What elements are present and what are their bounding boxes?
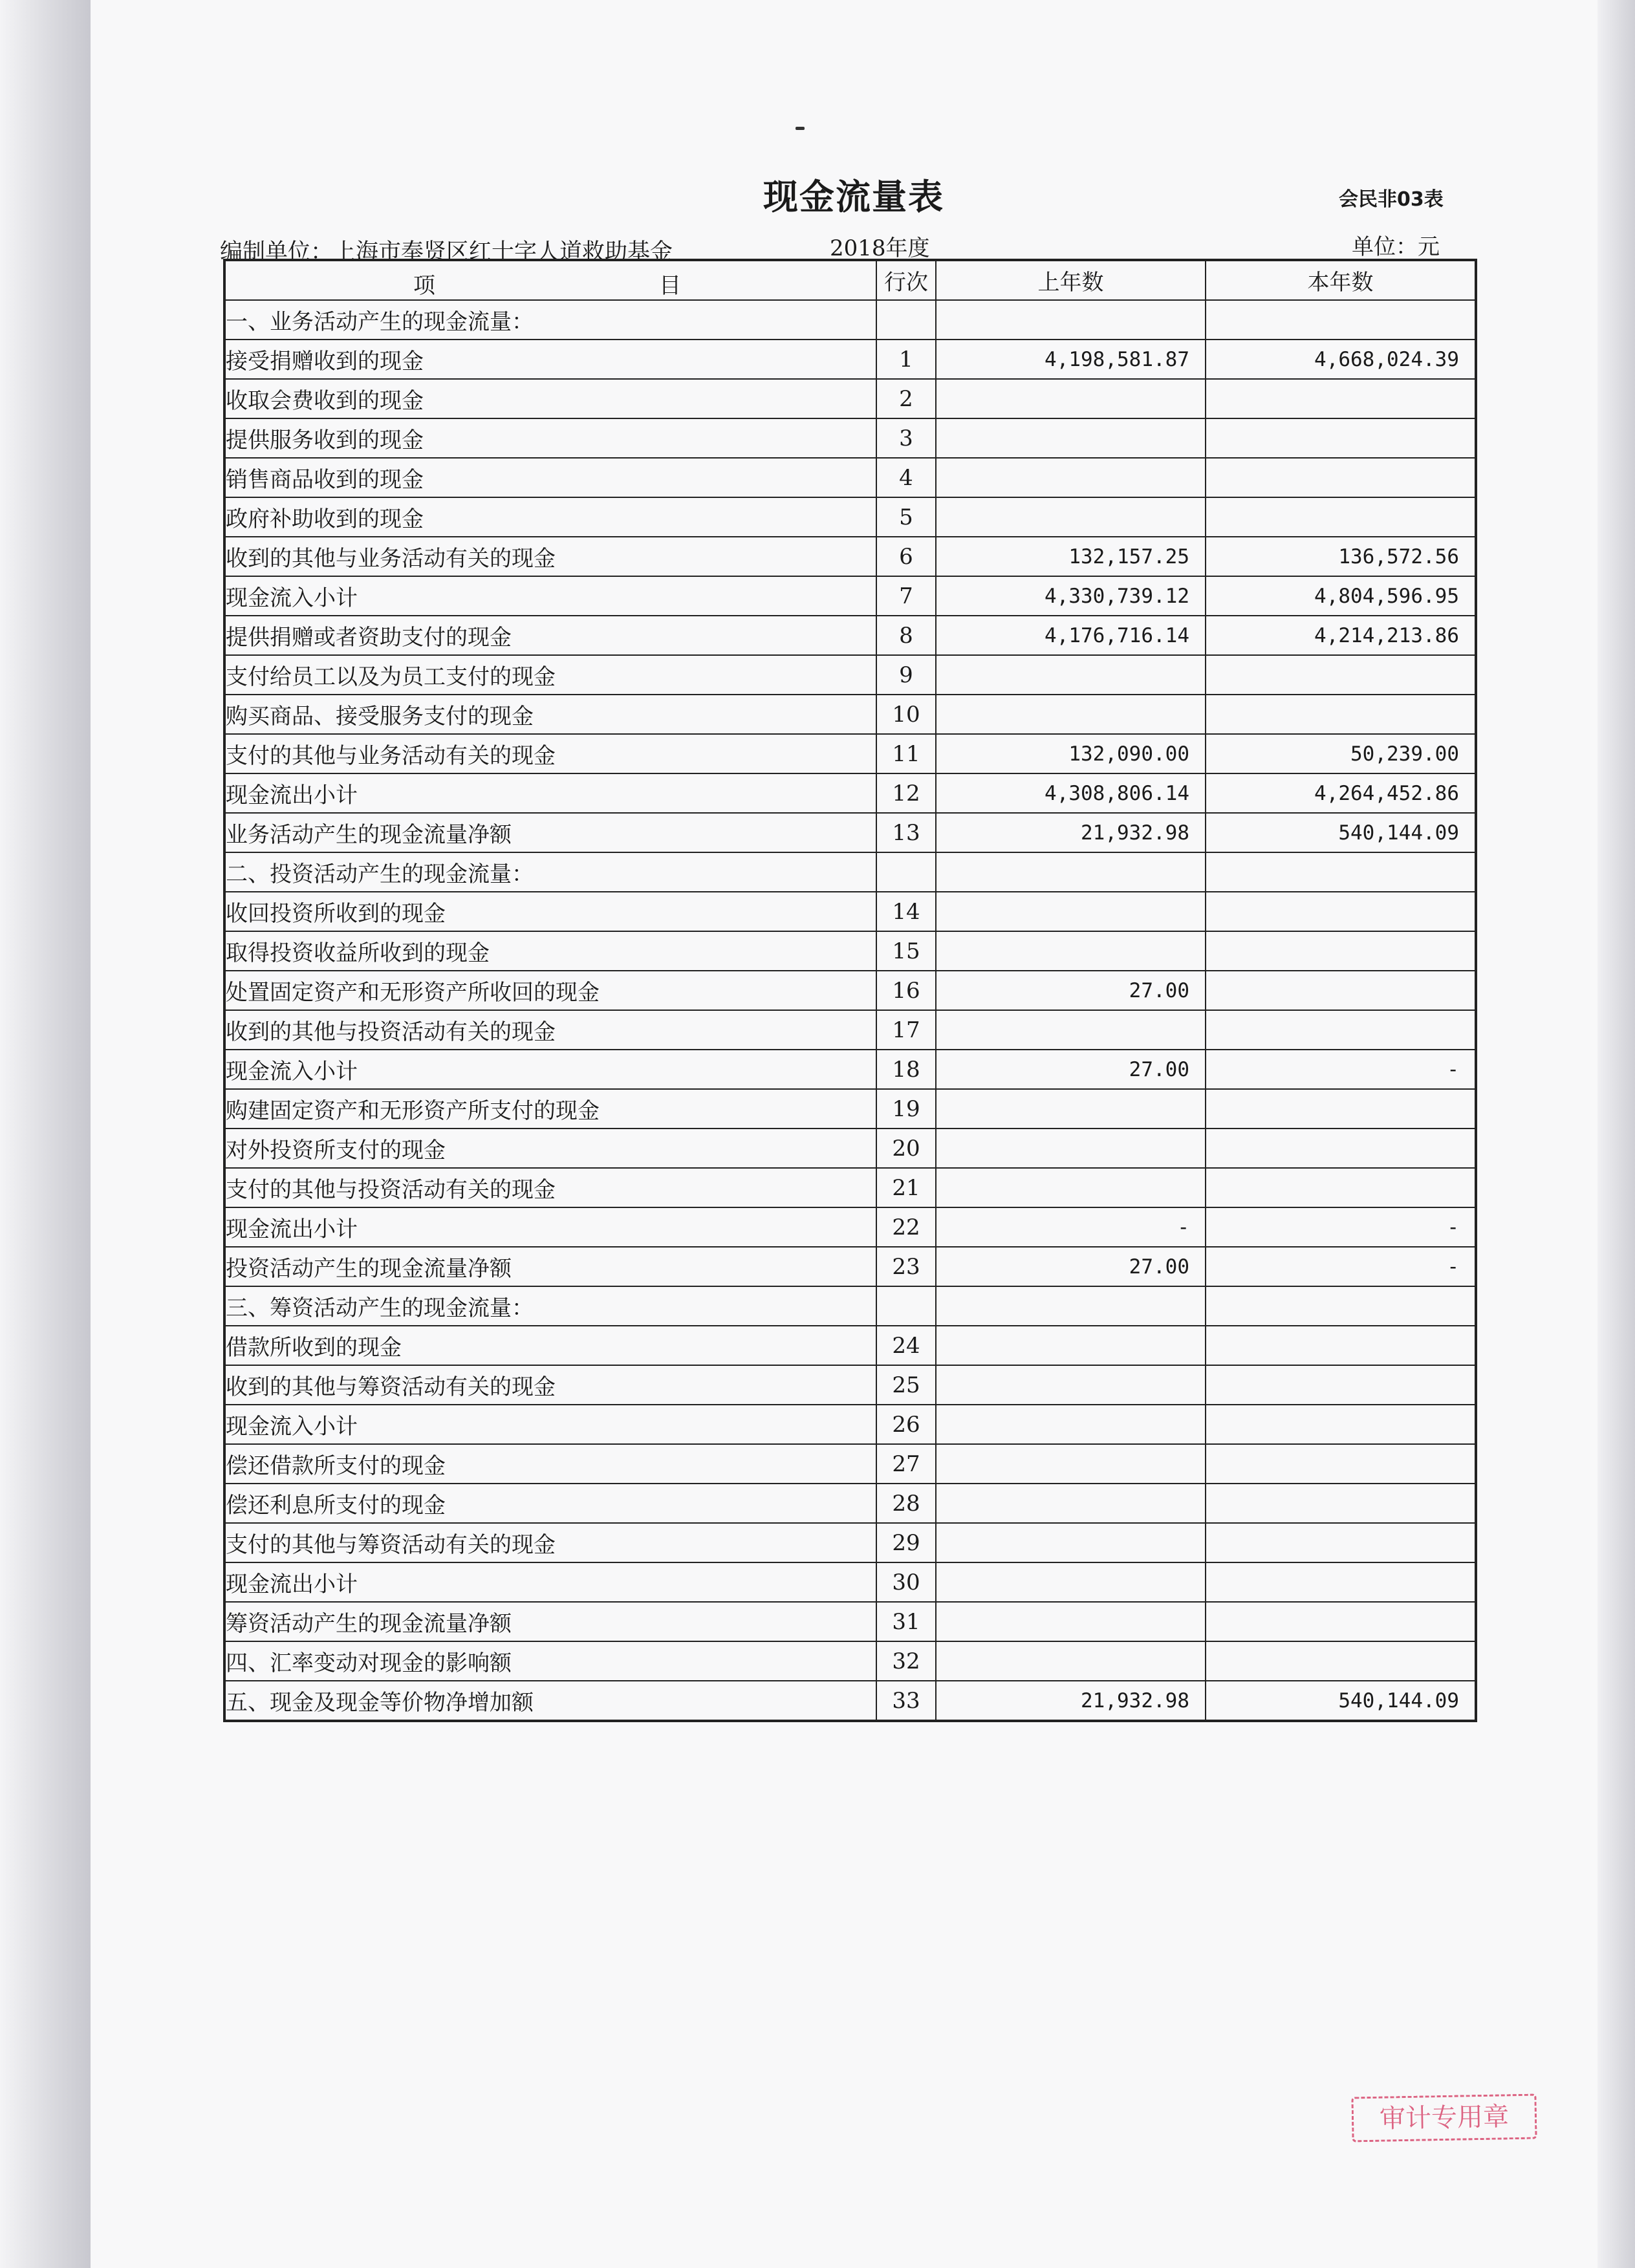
row-label: 收到的其他与业务活动有关的现金 xyxy=(224,537,876,576)
table-row xyxy=(224,1286,1476,1326)
row-current-year-value xyxy=(1206,1168,1476,1207)
table-row xyxy=(224,300,1476,340)
row-current-year-value xyxy=(1206,1562,1476,1602)
row-line-number: 2 xyxy=(876,379,936,418)
row-current-year-value: 4,668,024.39 xyxy=(1206,340,1476,379)
row-label: 支付给员工以及为员工支付的现金 xyxy=(224,655,876,695)
row-prev-year-value: 27.00 xyxy=(936,971,1206,1010)
row-line-number: 31 xyxy=(876,1602,936,1641)
table-body xyxy=(224,300,1476,1721)
table-row xyxy=(224,852,1476,892)
row-prev-year-value: 4,330,739.12 xyxy=(936,576,1206,616)
form-code: 会民非03表 xyxy=(1339,188,1444,211)
row-prev-year-value xyxy=(936,418,1206,458)
row-line-number: 7 xyxy=(876,576,936,616)
row-current-year-value: 4,804,596.95 xyxy=(1206,576,1476,616)
row-label: 接受捐赠收到的现金 xyxy=(224,340,876,379)
row-prev-year-value xyxy=(936,931,1206,971)
table-row xyxy=(224,418,1476,458)
row-label: 对外投资所支付的现金 xyxy=(224,1129,876,1168)
page-edge-left xyxy=(0,0,91,2268)
table-row xyxy=(224,1562,1476,1602)
row-current-year-value xyxy=(1206,852,1476,892)
table-row xyxy=(224,616,1476,655)
row-current-year-value xyxy=(1206,1444,1476,1484)
row-line-number: 6 xyxy=(876,537,936,576)
row-label: 三、筹资活动产生的现金流量： xyxy=(224,1286,876,1326)
row-prev-year-value xyxy=(936,1168,1206,1207)
row-current-year-value xyxy=(1206,1602,1476,1641)
row-label: 收到的其他与投资活动有关的现金 xyxy=(224,1010,876,1050)
table-row xyxy=(224,892,1476,931)
row-current-year-value xyxy=(1206,655,1476,695)
row-current-year-value xyxy=(1206,1641,1476,1681)
row-label: 购建固定资产和无形资产所支付的现金 xyxy=(224,1089,876,1129)
row-line-number: 8 xyxy=(876,616,936,655)
table-row xyxy=(224,773,1476,813)
table-row xyxy=(224,734,1476,773)
row-prev-year-value xyxy=(936,695,1206,734)
table-row xyxy=(224,1365,1476,1405)
table-row xyxy=(224,931,1476,971)
row-line-number: 18 xyxy=(876,1050,936,1089)
row-label: 四、汇率变动对现金的影响额 xyxy=(224,1641,876,1681)
row-prev-year-value: 4,176,716.14 xyxy=(936,616,1206,655)
row-label: 筹资活动产生的现金流量净额 xyxy=(224,1602,876,1641)
row-current-year-value xyxy=(1206,1523,1476,1562)
table-row xyxy=(224,458,1476,497)
row-line-number: 4 xyxy=(876,458,936,497)
cash-flow-table xyxy=(223,259,1477,1722)
table-header-row xyxy=(224,260,1476,300)
row-current-year-value xyxy=(1206,1089,1476,1129)
row-label: 提供捐赠或者资助支付的现金 xyxy=(224,616,876,655)
row-label: 支付的其他与业务活动有关的现金 xyxy=(224,734,876,773)
row-line-number: 22 xyxy=(876,1207,936,1247)
row-label: 偿还借款所支付的现金 xyxy=(224,1444,876,1484)
table-row xyxy=(224,576,1476,616)
row-prev-year-value xyxy=(936,852,1206,892)
row-prev-year-value: 21,932.98 xyxy=(936,813,1206,852)
row-label: 偿还利息所支付的现金 xyxy=(224,1484,876,1523)
row-line-number: 29 xyxy=(876,1523,936,1562)
row-current-year-value: 540,144.09 xyxy=(1206,813,1476,852)
row-current-year-value: 540,144.09 xyxy=(1206,1681,1476,1721)
page-title: 现金流量表 xyxy=(763,176,944,217)
row-prev-year-value: 4,198,581.87 xyxy=(936,340,1206,379)
header-item-b: 目 xyxy=(659,273,681,299)
row-label: 支付的其他与投资活动有关的现金 xyxy=(224,1168,876,1207)
org-label: 编制单位：上海市奉贤区红十字人道救助基金 xyxy=(220,239,673,265)
table-row xyxy=(224,1326,1476,1365)
row-prev-year-value xyxy=(936,458,1206,497)
table-row xyxy=(224,1247,1476,1286)
table-row xyxy=(224,1484,1476,1523)
row-label: 二、投资活动产生的现金流量： xyxy=(224,852,876,892)
row-line-number: 27 xyxy=(876,1444,936,1484)
table-row xyxy=(224,1641,1476,1681)
row-line-number: 30 xyxy=(876,1562,936,1602)
row-label: 现金流出小计 xyxy=(224,773,876,813)
row-prev-year-value xyxy=(936,1286,1206,1326)
row-label: 销售商品收到的现金 xyxy=(224,458,876,497)
table-row xyxy=(224,1168,1476,1207)
table-row xyxy=(224,340,1476,379)
row-line-number: 26 xyxy=(876,1405,936,1444)
row-line-number: 28 xyxy=(876,1484,936,1523)
row-current-year-value: 50,239.00 xyxy=(1206,734,1476,773)
row-prev-year-value xyxy=(936,300,1206,340)
row-current-year-value xyxy=(1206,300,1476,340)
row-current-year-value: 4,214,213.86 xyxy=(1206,616,1476,655)
row-label: 政府补助收到的现金 xyxy=(224,497,876,537)
row-line-number: 19 xyxy=(876,1089,936,1129)
header-line: 行次 xyxy=(876,260,936,300)
row-label: 支付的其他与筹资活动有关的现金 xyxy=(224,1523,876,1562)
table-row xyxy=(224,1129,1476,1168)
row-label: 现金流入小计 xyxy=(224,576,876,616)
row-current-year-value: 4,264,452.86 xyxy=(1206,773,1476,813)
row-current-year-value: - xyxy=(1206,1247,1476,1286)
row-current-year-value xyxy=(1206,971,1476,1010)
row-current-year-value xyxy=(1206,418,1476,458)
audit-stamp: 审计专用章 xyxy=(1351,2094,1537,2143)
row-prev-year-value xyxy=(936,1444,1206,1484)
row-line-number: 11 xyxy=(876,734,936,773)
header-item xyxy=(224,260,876,300)
row-current-year-value xyxy=(1206,1365,1476,1405)
row-line-number: 33 xyxy=(876,1681,936,1721)
row-current-year-value xyxy=(1206,1326,1476,1365)
row-current-year-value xyxy=(1206,379,1476,418)
row-current-year-value xyxy=(1206,695,1476,734)
row-prev-year-value xyxy=(936,892,1206,931)
table-row xyxy=(224,813,1476,852)
row-label: 五、现金及现金等价物净增加额 xyxy=(224,1681,876,1721)
row-label: 现金流出小计 xyxy=(224,1562,876,1602)
row-label: 业务活动产生的现金流量净额 xyxy=(224,813,876,852)
row-prev-year-value xyxy=(936,1641,1206,1681)
row-prev-year-value xyxy=(936,1523,1206,1562)
table-row xyxy=(224,537,1476,576)
header-prev-year: 上年数 xyxy=(936,260,1206,300)
row-prev-year-value: 27.00 xyxy=(936,1247,1206,1286)
row-line-number: 17 xyxy=(876,1010,936,1050)
row-label: 收回投资所收到的现金 xyxy=(224,892,876,931)
row-label: 现金流出小计 xyxy=(224,1207,876,1247)
period-label: 2018年度 xyxy=(830,235,930,261)
row-current-year-value xyxy=(1206,1286,1476,1326)
row-current-year-value xyxy=(1206,892,1476,931)
row-prev-year-value xyxy=(936,1484,1206,1523)
table-row xyxy=(224,1089,1476,1129)
row-prev-year-value: 4,308,806.14 xyxy=(936,773,1206,813)
row-line-number: 14 xyxy=(876,892,936,931)
table-row xyxy=(224,1444,1476,1484)
header-current-year: 本年数 xyxy=(1206,260,1476,300)
row-current-year-value: - xyxy=(1206,1050,1476,1089)
page-edge-right xyxy=(1597,0,1635,2268)
row-prev-year-value xyxy=(936,1326,1206,1365)
row-line-number: 21 xyxy=(876,1168,936,1207)
row-prev-year-value: 132,090.00 xyxy=(936,734,1206,773)
row-line-number: 5 xyxy=(876,497,936,537)
row-current-year-value xyxy=(1206,1129,1476,1168)
row-prev-year-value xyxy=(936,655,1206,695)
row-line-number: 20 xyxy=(876,1129,936,1168)
row-line-number: 1 xyxy=(876,340,936,379)
row-label: 一、业务活动产生的现金流量： xyxy=(224,300,876,340)
row-prev-year-value xyxy=(936,1089,1206,1129)
row-label: 取得投资收益所收到的现金 xyxy=(224,931,876,971)
row-prev-year-value: 27.00 xyxy=(936,1050,1206,1089)
row-line-number: 10 xyxy=(876,695,936,734)
table-row xyxy=(224,1050,1476,1089)
row-label: 现金流入小计 xyxy=(224,1050,876,1089)
row-prev-year-value xyxy=(936,497,1206,537)
table-row xyxy=(224,1207,1476,1247)
row-label: 借款所收到的现金 xyxy=(224,1326,876,1365)
row-line-number: 9 xyxy=(876,655,936,695)
table-row xyxy=(224,497,1476,537)
table-row xyxy=(224,1523,1476,1562)
unit-label: 单位：元 xyxy=(1352,234,1440,260)
table-row xyxy=(224,695,1476,734)
row-label: 处置固定资产和无形资产所收回的现金 xyxy=(224,971,876,1010)
row-line-number: 25 xyxy=(876,1365,936,1405)
row-current-year-value xyxy=(1206,1484,1476,1523)
row-prev-year-value: 21,932.98 xyxy=(936,1681,1206,1721)
row-prev-year-value xyxy=(936,1010,1206,1050)
row-current-year-value xyxy=(1206,1010,1476,1050)
row-label: 提供服务收到的现金 xyxy=(224,418,876,458)
row-line-number: 32 xyxy=(876,1641,936,1681)
row-current-year-value xyxy=(1206,1405,1476,1444)
row-line-number xyxy=(876,1286,936,1326)
table-row xyxy=(224,1010,1476,1050)
row-current-year-value: 136,572.56 xyxy=(1206,537,1476,576)
row-label: 投资活动产生的现金流量净额 xyxy=(224,1247,876,1286)
row-current-year-value xyxy=(1206,931,1476,971)
row-current-year-value xyxy=(1206,458,1476,497)
row-prev-year-value xyxy=(936,1602,1206,1641)
row-prev-year-value xyxy=(936,1129,1206,1168)
table-row xyxy=(224,1602,1476,1641)
row-line-number: 24 xyxy=(876,1326,936,1365)
table-row xyxy=(224,971,1476,1010)
scan-speck xyxy=(796,127,805,130)
row-line-number xyxy=(876,852,936,892)
row-label: 收到的其他与筹资活动有关的现金 xyxy=(224,1365,876,1405)
row-line-number: 16 xyxy=(876,971,936,1010)
row-prev-year-value: - xyxy=(936,1207,1206,1247)
row-current-year-value: - xyxy=(1206,1207,1476,1247)
row-label: 现金流入小计 xyxy=(224,1405,876,1444)
row-current-year-value xyxy=(1206,497,1476,537)
row-line-number xyxy=(876,300,936,340)
row-line-number: 15 xyxy=(876,931,936,971)
row-prev-year-value xyxy=(936,1405,1206,1444)
row-label: 收取会费收到的现金 xyxy=(224,379,876,418)
row-prev-year-value xyxy=(936,1365,1206,1405)
table-row xyxy=(224,379,1476,418)
row-prev-year-value xyxy=(936,379,1206,418)
row-prev-year-value: 132,157.25 xyxy=(936,537,1206,576)
row-line-number: 13 xyxy=(876,813,936,852)
row-prev-year-value xyxy=(936,1562,1206,1602)
row-line-number: 12 xyxy=(876,773,936,813)
header-item-a: 项 xyxy=(413,273,435,299)
row-label: 购买商品、接受服务支付的现金 xyxy=(224,695,876,734)
row-line-number: 23 xyxy=(876,1247,936,1286)
table-row xyxy=(224,655,1476,695)
table-row xyxy=(224,1681,1476,1721)
row-line-number: 3 xyxy=(876,418,936,458)
table-row xyxy=(224,1405,1476,1444)
